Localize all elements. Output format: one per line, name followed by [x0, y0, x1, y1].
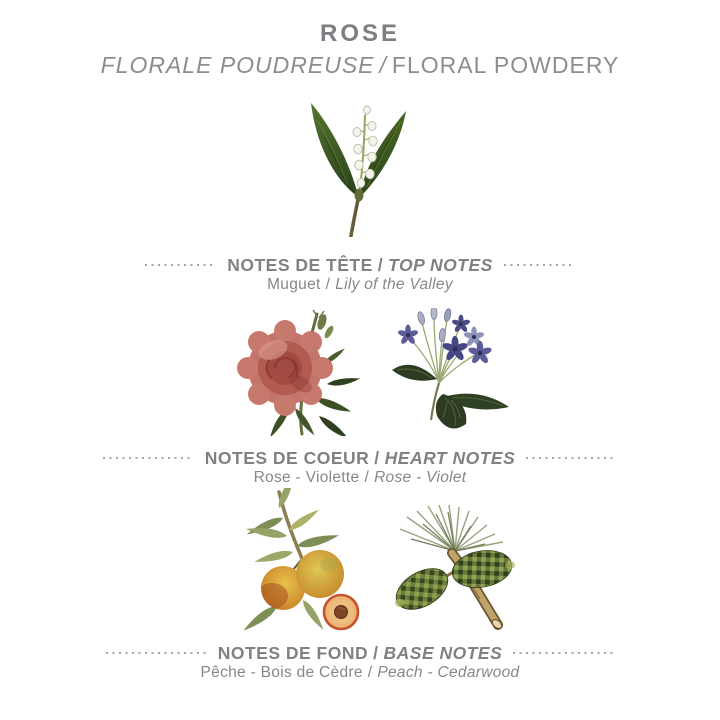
- page-title: ROSE: [319, 20, 400, 47]
- subtitle-french: FLORALE POUDREUSE: [100, 52, 375, 78]
- subtitle-separator: /: [379, 52, 387, 78]
- dotted-line-left: [145, 264, 216, 266]
- heart-notes-ingredients-french: Rose - Violette: [253, 469, 360, 486]
- cedarwood-illustration: [380, 503, 528, 631]
- base-notes-illustration-row: [217, 488, 528, 631]
- base-notes-header: [106, 643, 614, 663]
- lily-of-the-valley-illustration: [280, 95, 440, 237]
- ingredients-separator: /: [367, 664, 373, 681]
- base-notes-separator: /: [373, 643, 379, 663]
- top-notes-label-english: TOP NOTES: [388, 255, 493, 275]
- top-notes-ingredients-french: Muguet: [267, 276, 321, 293]
- top-notes-ingredients-english: Lily of the Valley: [335, 276, 453, 293]
- heart-notes-label-english: HEART NOTES: [384, 448, 516, 468]
- heart-notes-header: [103, 448, 617, 468]
- base-notes-label-english: BASE NOTES: [383, 643, 503, 663]
- heart-notes-separator: /: [374, 448, 380, 468]
- top-notes-illustration-row: [280, 95, 440, 237]
- dotted-line-left: [103, 457, 194, 459]
- top-notes-label-french: NOTES DE TÊTE: [227, 255, 373, 275]
- heart-notes-illustration-row: [223, 308, 522, 436]
- page-subtitle: [101, 51, 620, 79]
- peach-illustration: [217, 488, 362, 631]
- top-notes-ingredients: [267, 275, 453, 295]
- dotted-line-right: [526, 457, 617, 459]
- dotted-line-right: [504, 264, 575, 266]
- heart-notes-ingredients: [254, 468, 467, 488]
- subtitle-english: FLORAL POWDERY: [391, 52, 620, 78]
- dotted-line-right: [513, 652, 614, 654]
- rose-illustration: [223, 308, 375, 436]
- heart-notes-ingredients-english: Rose - Violet: [374, 469, 467, 486]
- dotted-line-left: [106, 652, 207, 654]
- violet-illustration: [387, 308, 522, 436]
- ingredients-separator: /: [325, 276, 331, 293]
- heart-notes-label-french: NOTES DE COEUR: [204, 448, 370, 468]
- top-notes-separator: /: [377, 255, 384, 275]
- base-notes-ingredients: [201, 663, 520, 683]
- base-notes-ingredients-english: Peach - Cedarwood: [377, 664, 520, 681]
- base-notes-label-french: NOTES DE FOND: [217, 643, 369, 663]
- base-notes-ingredients-french: Pêche - Bois de Cèdre: [200, 664, 363, 681]
- ingredients-separator: /: [364, 469, 370, 486]
- top-notes-header: [145, 255, 575, 275]
